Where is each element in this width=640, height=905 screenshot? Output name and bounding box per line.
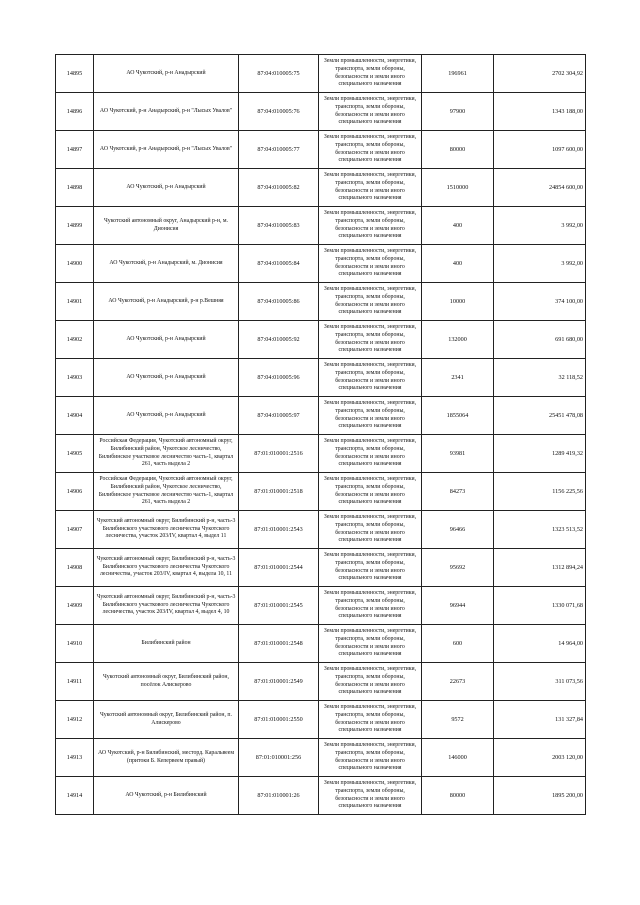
table-row	[56, 625, 586, 663]
area-cell: 132000	[422, 321, 494, 359]
table-row	[56, 663, 586, 701]
row-number: 14912	[56, 701, 94, 739]
table-row	[56, 435, 586, 473]
address-cell: Чукотский автономный округ, Билибинский район, посёлок Алискерово	[94, 663, 239, 701]
area-cell: 80000	[422, 131, 494, 169]
row-number: 14913	[56, 739, 94, 777]
address-cell: Чукотский автономный округ, Билибинский район, п. Алискерово	[94, 701, 239, 739]
row-number: 14911	[56, 663, 94, 701]
address-cell: Чукотский автономный округ, Билибинский р-н, часть-3 Билибинского участкового лесничества Чукотского лесничества, участок 203/IV, квартал 4, выдел 11	[94, 511, 239, 549]
land-category-cell: Земли промышленности, энергетики, транспорта, земли обороны, безопасности и земли иного специального назначения	[319, 207, 422, 245]
cadastral-number-cell: 87:04:010005:97	[239, 397, 319, 435]
cadastral-value-cell: 3 992,00	[494, 207, 586, 245]
table-row	[56, 55, 586, 93]
address-cell: Чукотский автономный округ, Анадырский р-н, м. Дионисия	[94, 207, 239, 245]
row-number: 14899	[56, 207, 94, 245]
area-cell: 96944	[422, 587, 494, 625]
area-cell: 196961	[422, 55, 494, 93]
address-cell: АО Чукотский, р-н Анадырский	[94, 359, 239, 397]
row-number: 14903	[56, 359, 94, 397]
address-cell: АО Чукотский, р-н Билибинский	[94, 777, 239, 815]
address-cell: Билибинский район	[94, 625, 239, 663]
area-cell: 10000	[422, 283, 494, 321]
land-category-cell: Земли промышленности, энергетики, транспорта, земли обороны, безопасности и земли иного специального назначения	[319, 511, 422, 549]
cadastral-value-cell: 1330 071,68	[494, 587, 586, 625]
cadastral-number-cell: 87:04:010005:84	[239, 245, 319, 283]
cadastral-value-cell: 1323 513,52	[494, 511, 586, 549]
row-number: 14910	[56, 625, 94, 663]
table-row	[56, 245, 586, 283]
row-number: 14900	[56, 245, 94, 283]
cadastral-value-cell: 131 327,84	[494, 701, 586, 739]
land-category-cell: Земли промышленности, энергетики, транспорта, земли обороны, безопасности и земли иного специального назначения	[319, 283, 422, 321]
table-row	[56, 169, 586, 207]
area-cell: 600	[422, 625, 494, 663]
row-number: 14904	[56, 397, 94, 435]
land-category-cell: Земли промышленности, энергетики, транспорта, земли обороны, безопасности и земли иного специального назначения	[319, 663, 422, 701]
address-cell: АО Чукотский, р-н Анадырский, м. Дионисия	[94, 245, 239, 283]
cadastral-value-cell: 1895 200,00	[494, 777, 586, 815]
land-category-cell: Земли промышленности, энергетики, транспорта, земли обороны, безопасности и земли иного специального назначения	[319, 701, 422, 739]
address-cell: АО Чукотский, р-н Анадырский	[94, 397, 239, 435]
cadastral-value-cell: 691 680,00	[494, 321, 586, 359]
land-category-cell: Земли промышленности, энергетики, транспорта, земли обороны, безопасности и земли иного специального назначения	[319, 359, 422, 397]
cadastral-number-cell: 87:01:010001:26	[239, 777, 319, 815]
table-row	[56, 397, 586, 435]
cadastral-value-cell: 1097 600,00	[494, 131, 586, 169]
table-row	[56, 777, 586, 815]
area-cell: 97900	[422, 93, 494, 131]
cadastral-number-cell: 87:04:010005:82	[239, 169, 319, 207]
area-cell: 84273	[422, 473, 494, 511]
land-category-cell: Земли промышленности, энергетики, транспорта, земли обороны, безопасности и земли иного специального назначения	[319, 625, 422, 663]
land-category-cell: Земли промышленности, энергетики, транспорта, земли обороны, безопасности и земли иного специального назначения	[319, 435, 422, 473]
table-row	[56, 511, 586, 549]
address-cell: Чукотский автономный округ, Билибинский р-н, часть-3 Билибинского участкового лесничества Чукотского лесничества, участок 203/IV, квартал 4, выдела 10, 11	[94, 549, 239, 587]
cadastral-value-cell: 1343 188,00	[494, 93, 586, 131]
cadastral-number-cell: 87:04:010005:96	[239, 359, 319, 397]
cadastral-value-cell: 2003 120,00	[494, 739, 586, 777]
row-number: 14898	[56, 169, 94, 207]
address-cell: АО Чукотский, р-н Анадырский	[94, 321, 239, 359]
land-category-cell: Земли промышленности, энергетики, транспорта, земли обороны, безопасности и земли иного специального назначения	[319, 587, 422, 625]
cadastral-number-cell: 87:01:010001:2516	[239, 435, 319, 473]
land-category-cell: Земли промышленности, энергетики, транспорта, земли обороны, безопасности и земли иного специального назначения	[319, 245, 422, 283]
land-category-cell: Земли промышленности, энергетики, транспорта, земли обороны, безопасности и земли иного специального назначения	[319, 55, 422, 93]
cadastral-number-cell: 87:01:010001:256	[239, 739, 319, 777]
cadastral-number-cell: 87:04:010005:77	[239, 131, 319, 169]
cadastral-number-cell: 87:04:010005:76	[239, 93, 319, 131]
table-row	[56, 207, 586, 245]
land-category-cell: Земли промышленности, энергетики, транспорта, земли обороны, безопасности и земли иного специального назначения	[319, 131, 422, 169]
land-category-cell: Земли промышленности, энергетики, транспорта, земли обороны, безопасности и земли иного специального назначения	[319, 739, 422, 777]
cadastral-value-cell: 32 118,52	[494, 359, 586, 397]
address-cell: АО Чукотский, р-н Анадырский, р-н р.Вешняя	[94, 283, 239, 321]
area-cell: 1855064	[422, 397, 494, 435]
cadastral-number-cell: 87:01:010001:2548	[239, 625, 319, 663]
cadastral-number-cell: 87:04:010005:75	[239, 55, 319, 93]
area-cell: 2341	[422, 359, 494, 397]
cadastral-number-cell: 87:01:010001:2544	[239, 549, 319, 587]
land-category-cell: Земли промышленности, энергетики, транспорта, земли обороны, безопасности и земли иного специального назначения	[319, 473, 422, 511]
row-number: 14901	[56, 283, 94, 321]
row-number: 14908	[56, 549, 94, 587]
table-row	[56, 587, 586, 625]
cadastral-number-cell: 87:01:010001:2543	[239, 511, 319, 549]
cadastral-number-cell: 87:01:010001:2550	[239, 701, 319, 739]
area-cell: 95692	[422, 549, 494, 587]
cadastral-value-cell: 24854 600,00	[494, 169, 586, 207]
table-row	[56, 131, 586, 169]
table-row	[56, 701, 586, 739]
table-row	[56, 359, 586, 397]
area-cell: 80000	[422, 777, 494, 815]
area-cell: 93981	[422, 435, 494, 473]
land-category-cell: Земли промышленности, энергетики, транспорта, земли обороны, безопасности и земли иного специального назначения	[319, 777, 422, 815]
land-category-cell: Земли промышленности, энергетики, транспорта, земли обороны, безопасности и земли иного специального назначения	[319, 169, 422, 207]
table-row	[56, 321, 586, 359]
cadastral-number-cell: 87:04:010005:83	[239, 207, 319, 245]
row-number: 14905	[56, 435, 94, 473]
table-row	[56, 739, 586, 777]
address-cell: АО Чукотский, р-н Билибинский, месторд. Каральвеем (притоки Б. Кепервеем правый)	[94, 739, 239, 777]
row-number: 14896	[56, 93, 94, 131]
area-cell: 96466	[422, 511, 494, 549]
address-cell: Российская Федерация, Чукотский автономный округ, Билибинский район, Чукотское лесничество, Билибинское участковое лесничество часть-1, квартал 261, часть выдела 2	[94, 473, 239, 511]
row-number: 14902	[56, 321, 94, 359]
cadastral-value-cell: 1312 894,24	[494, 549, 586, 587]
address-cell: АО Чукотский, р-н Анадырский	[94, 169, 239, 207]
cadastral-value-cell: 25451 478,08	[494, 397, 586, 435]
row-number: 14909	[56, 587, 94, 625]
area-cell: 9572	[422, 701, 494, 739]
row-number: 14897	[56, 131, 94, 169]
table-row	[56, 93, 586, 131]
table-body	[56, 55, 586, 815]
land-category-cell: Земли промышленности, энергетики, транспорта, земли обороны, безопасности и земли иного специального назначения	[319, 93, 422, 131]
address-cell: АО Чукотский, р-н Анадырский	[94, 55, 239, 93]
area-cell: 22673	[422, 663, 494, 701]
cadastral-value-cell: 14 964,00	[494, 625, 586, 663]
cadastral-value-cell: 374 100,00	[494, 283, 586, 321]
land-category-cell: Земли промышленности, энергетики, транспорта, земли обороны, безопасности и земли иного специального назначения	[319, 397, 422, 435]
cadastral-number-cell: 87:01:010001:2549	[239, 663, 319, 701]
area-cell: 146000	[422, 739, 494, 777]
row-number: 14906	[56, 473, 94, 511]
cadastral-value-cell: 311 073,56	[494, 663, 586, 701]
land-category-cell: Земли промышленности, энергетики, транспорта, земли обороны, безопасности и земли иного специального назначения	[319, 321, 422, 359]
cadastral-number-cell: 87:01:010001:2545	[239, 587, 319, 625]
address-cell: Российская Федерация, Чукотский автономный округ, Билибинский район, Чукотское лесничество, Билибинское участковое лесничество часть-1, квартал 261, часть выдела 2	[94, 435, 239, 473]
land-category-cell: Земли промышленности, энергетики, транспорта, земли обороны, безопасности и земли иного специального назначения	[319, 549, 422, 587]
table-row	[56, 283, 586, 321]
cadastral-value-cell: 2702 304,92	[494, 55, 586, 93]
address-cell: Чукотский автономный округ, Билибинский р-н, часть-3 Билибинского участкового лесничества Чукотского лесничества, участок 203/IV, квартал 4, выдел 4, 10	[94, 587, 239, 625]
area-cell: 400	[422, 245, 494, 283]
cadastral-number-cell: 87:01:010001:2518	[239, 473, 319, 511]
area-cell: 400	[422, 207, 494, 245]
cadastral-number-cell: 87:04:010005:86	[239, 283, 319, 321]
address-cell: АО Чукотский, р-н Анадырский, р-н "Лысых Увалов"	[94, 93, 239, 131]
address-cell: АО Чукотский, р-н Анадырский, р-н "Лысых Увалов"	[94, 131, 239, 169]
cadastral-value-cell: 1289 419,32	[494, 435, 586, 473]
cadastral-number-cell: 87:04:010005:92	[239, 321, 319, 359]
table-row	[56, 473, 586, 511]
table-row	[56, 549, 586, 587]
row-number: 14914	[56, 777, 94, 815]
row-number: 14895	[56, 55, 94, 93]
row-number: 14907	[56, 511, 94, 549]
area-cell: 1510000	[422, 169, 494, 207]
cadastral-value-cell: 1156 225,56	[494, 473, 586, 511]
land-registry-table	[55, 54, 586, 815]
cadastral-value-cell: 3 992,00	[494, 245, 586, 283]
